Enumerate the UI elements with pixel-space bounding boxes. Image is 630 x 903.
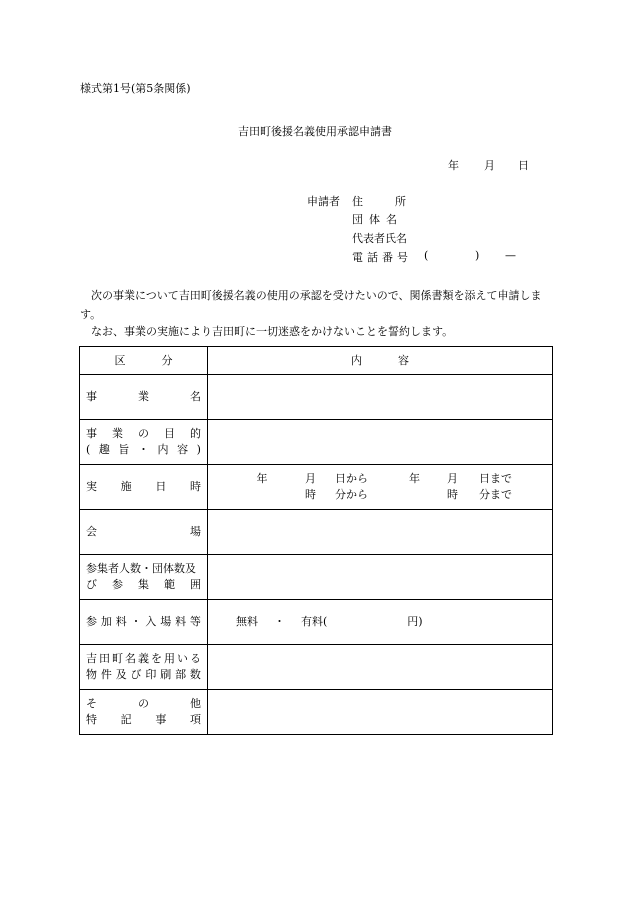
- document-title: 吉田町後援名義使用承認申請書: [238, 125, 392, 138]
- fee-paid-option[interactable]: 有料(: [301, 615, 328, 628]
- datetime-date-range: 年 月 日から 年 月 日まで: [256, 472, 512, 485]
- fee-yen-unit: 円): [407, 615, 423, 628]
- group-name-label: 団体名: [352, 213, 403, 226]
- table-header-row: [80, 347, 553, 375]
- address-label: 住 所: [352, 195, 406, 208]
- datetime-time-range: 時 分から 時 分まで: [305, 488, 512, 501]
- fee-separator: ・: [274, 615, 285, 628]
- applicant-label: 申請者: [307, 195, 340, 208]
- content-header: 内 容: [208, 347, 553, 375]
- other-notes-label: そ の 他 特 記 事 項: [80, 690, 208, 735]
- date-day-label: 日: [518, 159, 529, 172]
- table-row: [80, 555, 553, 600]
- phone-close-paren: ): [475, 249, 480, 262]
- other-notes-field[interactable]: [208, 690, 553, 735]
- phone-open-paren: (: [424, 249, 429, 262]
- pledge-paragraph: なお、事業の実施により吉田町に一切迷惑をかけないことを誓約します。: [91, 325, 454, 338]
- table-row: [80, 690, 553, 735]
- event-name-field[interactable]: [208, 375, 553, 420]
- representative-name-label: 代表者氏名: [352, 232, 407, 245]
- datetime-field[interactable]: [208, 465, 553, 510]
- purpose-label: 事 業 の 目 的 ( 趣 旨 ・ 内 容 ): [80, 420, 208, 465]
- date-month-label: 月: [484, 159, 495, 172]
- printed-materials-field[interactable]: [208, 645, 553, 690]
- application-table: [79, 346, 553, 735]
- table-row: [80, 645, 553, 690]
- table-row: [80, 465, 553, 510]
- table-row: [80, 510, 553, 555]
- event-name-label: 事 業 名: [80, 375, 208, 420]
- fee-label: 参 加 料 ・ 入 場 料 等: [80, 600, 208, 645]
- participants-label: 参集者人数・団体数及 び 参 集 範 囲: [80, 555, 208, 600]
- form-number: 様式第1号(第5条関係): [80, 82, 191, 95]
- phone-number-label: 電話番号: [352, 251, 412, 264]
- phone-dash: —: [505, 249, 516, 262]
- printed-materials-label: 吉 田 町 名 義 を 用 い る 物 件 及 び 印 刷 部 数: [80, 645, 208, 690]
- datetime-label: 実 施 日 時: [80, 465, 208, 510]
- table-row: [80, 600, 553, 645]
- date-year-label: 年: [448, 159, 459, 172]
- fee-field[interactable]: [208, 600, 553, 645]
- participants-field[interactable]: [208, 555, 553, 600]
- table-row: [80, 420, 553, 465]
- venue-field[interactable]: [208, 510, 553, 555]
- request-paragraph: 次の事業について吉田町後援名義の使用の承認を受けたいので、関係書類を添えて申請します。: [80, 289, 542, 321]
- table-row: [80, 375, 553, 420]
- venue-label: 会 場: [80, 510, 208, 555]
- fee-free-option[interactable]: 無料: [236, 615, 258, 628]
- purpose-field[interactable]: [208, 420, 553, 465]
- category-header: 区 分: [80, 347, 208, 375]
